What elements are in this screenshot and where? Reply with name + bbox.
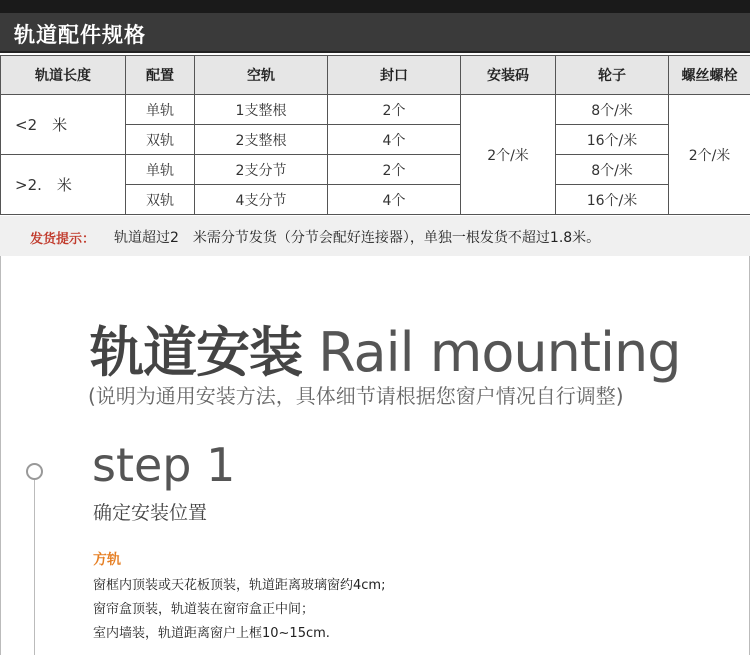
rail-cell: 4支分节 bbox=[195, 185, 328, 215]
step-heading: 确定安装位置 bbox=[93, 502, 208, 524]
instruction-line: 室内墙装，轨道距离窗户上框10~15cm. bbox=[93, 626, 330, 641]
wheels-cell: 16个/米 bbox=[556, 185, 669, 215]
rail-cell: 2支整根 bbox=[195, 125, 328, 155]
rail-type-label: 方轨 bbox=[93, 552, 121, 568]
shipping-notice bbox=[0, 216, 750, 256]
cap-cell: 4个 bbox=[328, 125, 461, 155]
cap-cell: 2个 bbox=[328, 155, 461, 185]
header-wheels: 轮子 bbox=[556, 56, 669, 95]
header-screws: 螺丝螺栓 bbox=[669, 56, 750, 95]
header-mount-code: 安装码 bbox=[461, 56, 556, 95]
mount-code-cell: 2个/米 bbox=[461, 95, 556, 215]
length-cell: <2 米 bbox=[1, 95, 126, 155]
cap-cell: 2个 bbox=[328, 95, 461, 125]
timeline-line bbox=[34, 478, 35, 655]
wheels-cell: 16个/米 bbox=[556, 125, 669, 155]
section-title: 轨道配件规格 bbox=[14, 23, 146, 47]
header-rail: 空轨 bbox=[195, 56, 328, 95]
top-strip bbox=[0, 0, 750, 13]
rail-cell: 1支整根 bbox=[195, 95, 328, 125]
instruction-line: 窗框内顶装或天花板顶装，轨道距离玻璃窗约4cm; bbox=[93, 578, 386, 593]
table-row bbox=[1, 155, 750, 185]
cap-cell: 4个 bbox=[328, 185, 461, 215]
timeline-node-icon bbox=[26, 463, 43, 480]
screws-cell: 2个/米 bbox=[669, 95, 750, 215]
notice-label: 发货提示： bbox=[30, 232, 96, 247]
length-cell: >2. 米 bbox=[1, 155, 126, 215]
section-header bbox=[0, 13, 750, 53]
install-title bbox=[90, 310, 681, 387]
rail-cell: 2支分节 bbox=[195, 155, 328, 185]
config-cell: 双轨 bbox=[126, 125, 195, 155]
header-cap: 封口 bbox=[328, 56, 461, 95]
table-header-row bbox=[1, 56, 750, 95]
config-cell: 双轨 bbox=[126, 185, 195, 215]
step-label: step 1 bbox=[92, 438, 236, 492]
header-config: 配置 bbox=[126, 56, 195, 95]
spec-table bbox=[0, 55, 750, 215]
install-title-en: Rail mounting bbox=[302, 321, 681, 384]
config-cell: 单轨 bbox=[126, 95, 195, 125]
install-subtitle: (说明为通用安装方法，具体细节请根据您窗户情况自行调整) bbox=[88, 384, 624, 408]
install-title-cn: 轨道安装 bbox=[90, 321, 302, 384]
wheels-cell: 8个/米 bbox=[556, 155, 669, 185]
header-length: 轨道长度 bbox=[1, 56, 126, 95]
header-divider bbox=[0, 51, 750, 53]
notice-text: 轨道超过2 米需分节发货（分节会配好连接器），单独一根发货不超过1.8米。 bbox=[114, 230, 601, 246]
config-cell: 单轨 bbox=[126, 155, 195, 185]
instruction-line: 窗帘盒顶装，轨道装在窗帘盒正中间； bbox=[93, 602, 315, 617]
wheels-cell: 8个/米 bbox=[556, 95, 669, 125]
table-row bbox=[1, 95, 750, 125]
